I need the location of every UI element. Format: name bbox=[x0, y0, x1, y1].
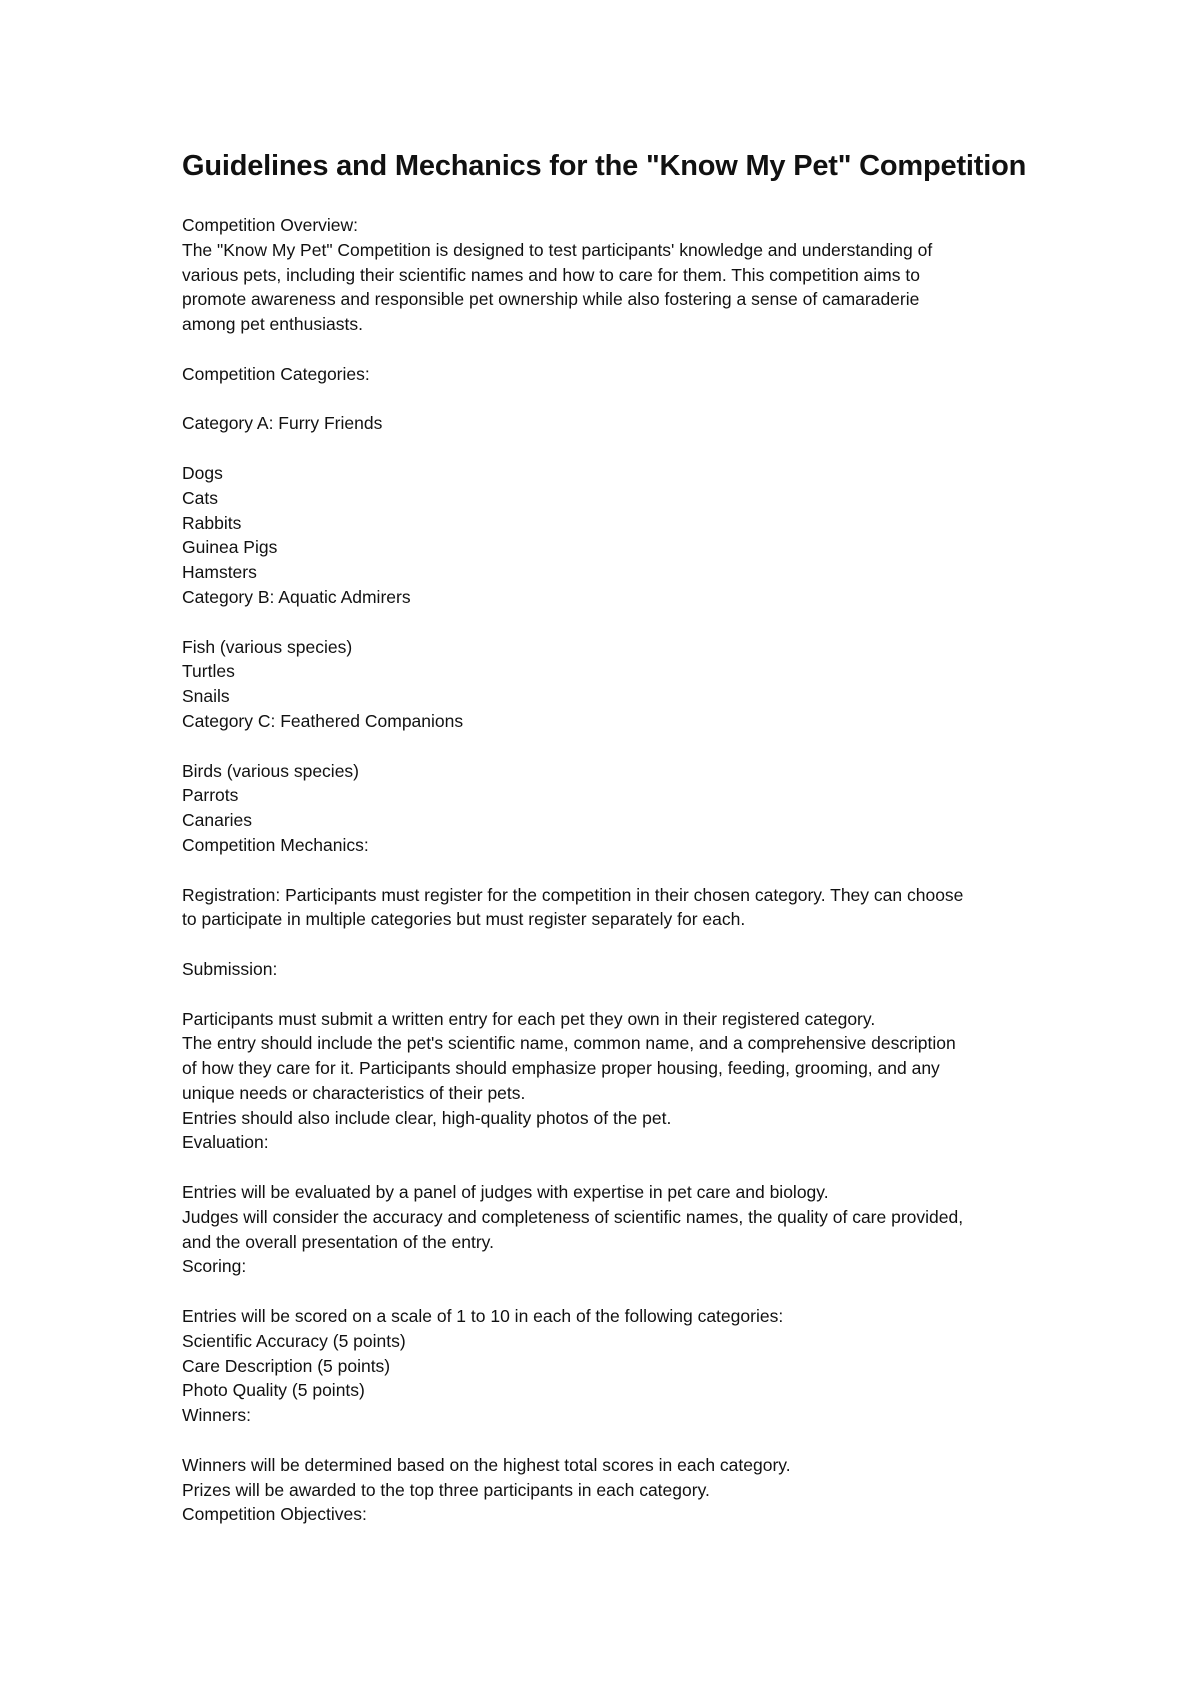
text-line: unique needs or characteristics of their pets. bbox=[182, 1082, 526, 1103]
text-line: Snails bbox=[182, 686, 230, 707]
text-line: Entries will be evaluated by a panel of judges with expertise in pet care and biology. bbox=[182, 1182, 829, 1203]
text-line: Dogs bbox=[182, 462, 223, 483]
text-line: The entry should include the pet's scientific name, common name, and a comprehensive description bbox=[182, 1033, 956, 1054]
document-title: Guidelines and Mechanics for the "Know My Pet" Competition bbox=[182, 150, 1027, 182]
blank-line bbox=[182, 734, 1062, 759]
text-line: Parrots bbox=[182, 785, 239, 806]
text-line: Care Description (5 points) bbox=[182, 1355, 391, 1376]
blank-line bbox=[182, 610, 1062, 635]
text-line: Prizes will be awarded to the top three participants in each category. bbox=[182, 1479, 710, 1500]
text-line: Competition Categories: bbox=[182, 363, 370, 384]
blank-line bbox=[182, 858, 1062, 883]
text-line: Scientific Accuracy (5 points) bbox=[182, 1330, 406, 1351]
text-line: Registration: Participants must register for the competition in their chosen category. They can choose bbox=[182, 884, 964, 905]
text-line: among pet enthusiasts. bbox=[182, 314, 363, 335]
blank-line bbox=[182, 1155, 1062, 1180]
text-line: Evaluation: bbox=[182, 1132, 269, 1153]
text-line: promote awareness and responsible pet ownership while also fostering a sense of camaraderie bbox=[182, 289, 920, 310]
text-line: Category C: Feathered Companions bbox=[182, 710, 464, 731]
text-line: Cats bbox=[182, 487, 218, 508]
text-line: Judges will consider the accuracy and completeness of scientific names, the quality of care provided, bbox=[182, 1206, 964, 1227]
document-text bbox=[182, 213, 1062, 1527]
text-line: and the overall presentation of the entry. bbox=[182, 1231, 494, 1252]
document-body bbox=[182, 146, 1062, 1527]
text-line: Winners: bbox=[182, 1405, 252, 1426]
blank-line bbox=[182, 932, 1062, 957]
text-line: Scoring: bbox=[182, 1256, 247, 1277]
text-line: Fish (various species) bbox=[182, 636, 353, 657]
text-line: Birds (various species) bbox=[182, 760, 359, 781]
text-line: Winners will be determined based on the highest total scores in each category. bbox=[182, 1454, 791, 1475]
text-line: Competition Mechanics: bbox=[182, 834, 369, 855]
blank-line bbox=[182, 982, 1062, 1007]
text-line: Competition Overview: bbox=[182, 215, 359, 235]
text-line: Submission: bbox=[182, 958, 278, 979]
text-line: Participants must submit a written entry for each pet they own in their registered category. bbox=[182, 1008, 876, 1029]
blank-line bbox=[182, 1428, 1062, 1453]
text-line: Hamsters bbox=[182, 562, 257, 583]
text-line: Entries should also include clear, high-quality photos of the pet. bbox=[182, 1107, 672, 1128]
text-line: Category B: Aquatic Admirers bbox=[182, 586, 411, 607]
text-line: of how they care for it. Participants should emphasize proper housing, feeding, grooming, and any bbox=[182, 1058, 940, 1079]
text-line: Photo Quality (5 points) bbox=[182, 1380, 365, 1401]
blank-line bbox=[182, 337, 1062, 362]
blank-line bbox=[182, 436, 1062, 461]
text-line: Category A: Furry Friends bbox=[182, 413, 383, 434]
text-line: various pets, including their scientific names and how to care for them. This competition aims to bbox=[182, 264, 920, 285]
blank-line bbox=[182, 387, 1062, 412]
text-line: Canaries bbox=[182, 810, 253, 831]
text-line: The "Know My Pet" Competition is designed to test participants' knowledge and understanding of bbox=[182, 239, 933, 260]
text-line: to participate in multiple categories but must register separately for each. bbox=[182, 909, 746, 930]
text-line: Competition Objectives: bbox=[182, 1504, 367, 1525]
text-line: Rabbits bbox=[182, 512, 242, 533]
text-line: Entries will be scored on a scale of 1 to 10 in each of the following categories: bbox=[182, 1306, 784, 1327]
text-line: Guinea Pigs bbox=[182, 537, 278, 558]
text-line: Turtles bbox=[182, 661, 235, 682]
blank-line bbox=[182, 1279, 1062, 1304]
